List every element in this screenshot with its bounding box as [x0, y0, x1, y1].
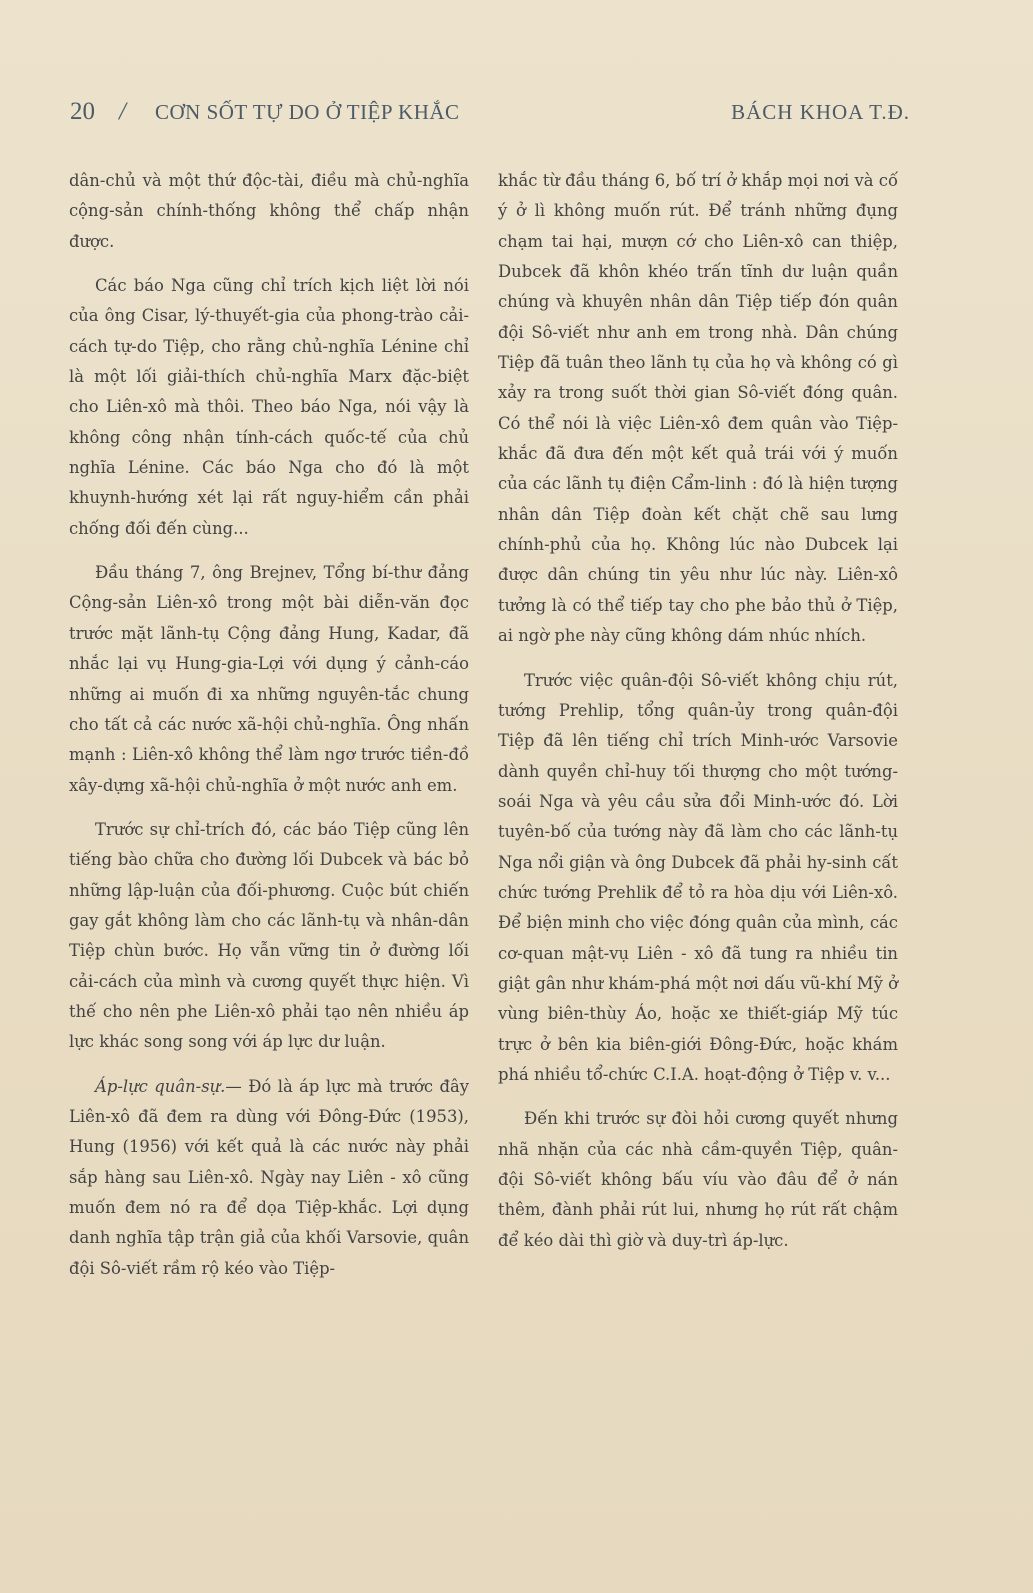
paragraph: dân-chủ và một thứ độc-tài, điều mà chủ-nghĩa cộng-sản chính-thống không thể chấp nhận được.: [69, 171, 469, 251]
header-separator: /: [119, 98, 126, 125]
page-number: 20: [70, 98, 95, 125]
section-lead: Áp-lực quân-sự.—: [95, 1076, 242, 1096]
paragraph: khắc từ đầu tháng 6, bố trí ở khắp mọi nơi và cố ý ở lì không muốn rút. Để tránh những đụng chạm tai hại, mượn cớ cho Liên-xô can thiệp, Dubcek đã khôn khéo trấn tĩnh dư luận quần chúng và khuyên nhân dân Tiệp tiếp đón quân đội Sô-viết như anh em trong nhà. Dân chúng Tiệp đã tuân theo lãnh tụ của họ và không có gì xảy ra trong suốt thời gian Sô-viết đóng quân. Có thể nói là việc Liên-xô đem quân vào Tiệp-khắc đã đưa đến một kết quả trái với ý muốn của các lãnh tụ điện Cẩm-linh : đó là hiện tượng nhân dân Tiệp đoàn kết chặt chẽ sau lưng chính-phủ của họ. Không lúc nào Dubcek lại được dân chúng tin yêu như lúc này. Liên-xô tưởng là có thể tiếp tay cho phe bảo thủ ở Tiệp, ai ngờ phe này cũng không dám nhúc nhích.: [498, 171, 898, 646]
paragraph: Trước việc quân-đội Sô-viết không chịu rút, tướng Prehlip, tổng quân-ủy trong quân-đội Tiệp đã lên tiếng chỉ trích Minh-ước Varsovie dành quyền chỉ-huy tối thượng cho một tướng-soái Nga và yêu cầu sửa đổi Minh-ước đó. Lời tuyên-bố của tướng này đã làm cho các lãnh-tụ Nga nổi giận và ông Dubcek đã phải hy-sinh cất chức tướng Prehlik để tỏ ra hòa dịu với Liên-xô. Để biện minh cho việc đóng quân của mình, các cơ-quan mật-vụ Liên - xô đã tung ra nhiều tin giật gân như khám-phá một nơi dấu vũ-khí Mỹ ở vùng biên-thùy Áo, hoặc xe thiết-giáp Mỹ túc trực ở bên kia biên-giới Đông-Đức, hoặc khám phá nhiều tổ-chức C.I.A. hoạt-động ở Tiệp v. v...: [498, 670, 898, 1084]
paragraph: Đầu tháng 7, ông Brejnev, Tổng bí-thư đảng Cộng-sản Liên-xô trong một bài diễn-văn đọc trước mặt lãnh-tụ Cộng đảng Hung, Kadar, đã nhắc lại vụ Hung-gia-Lợi với dụng ý cảnh-cáo những ai muốn đi xa những nguyên-tắc chung cho tất cả các nước xã-hội chủ-nghĩa. Ông nhấn mạnh : Liên-xô không thể làm ngơ trước tiền-đồ xây-dựng xã-hội chủ-nghĩa ở một nước anh em.: [69, 563, 469, 795]
section-body: Đó là áp lực mà trước đây Liên-xô đã đem ra dùng với Đông-Đức (1953), Hung (1956) với kết quả là các nước này phải sắp hàng sau Liên-xô. Ngày nay Liên - xô cũng muốn đem nó ra để dọa Tiệp-khắc. Lợi dụng danh nghĩa tập trận giả của khối Varsovie, quân đội Sô-viết rầm rộ kéo vào Tiệp-: [69, 1076, 469, 1278]
left-column: [69, 166, 469, 1284]
journal-name: BÁCH KHOA T.Đ.: [731, 100, 910, 124]
right-column: [498, 166, 898, 1256]
paragraph: Các báo Nga cũng chỉ trích kịch liệt lời nói của ông Cisar, lý-thuyết-gia của phong-trào cải-cách tự-do Tiệp, cho rằng chủ-nghĩa Lénine chỉ là một lối giải-thích chủ-nghĩa Marx đặc-biệt cho Liên-xô mà thôi. Theo báo Nga, nói vậy là không công nhận tính-cách quốc-tế của chủ nghĩa Lénine. Các báo Nga cho đó là một khuynh-hướng xét lại rất nguy-hiểm cần phải chống đối đến cùng...: [69, 276, 469, 538]
paragraph: [69, 1072, 469, 1284]
running-title: CƠN SỐT TỰ DO Ở TIỆP KHẮC: [155, 100, 460, 124]
paragraph: Đến khi trước sự đòi hỏi cương quyết nhưng nhã nhặn của các nhà cầm-quyền Tiệp, quân-đội Sô-viết không bấu víu vào đâu để ở nán thêm, đành phải rút lui, nhưng họ rút rất chậm để kéo dài thì giờ và duy-trì áp-lực.: [498, 1109, 898, 1250]
running-header: [70, 98, 910, 134]
paragraph: Trước sự chỉ-trích đó, các báo Tiệp cũng lên tiếng bào chữa cho đường lối Dubcek và bác bỏ những lập-luận của đối-phương. Cuộc bút chiến gay gắt không làm cho các lãnh-tụ và nhân-dân Tiệp chùn bước. Họ vẫn vững tin ở đường lối cải-cách của mình và cương quyết thực hiện. Vì thế cho nên phe Liên-xô phải tạo nên nhiều áp lực khác song song với áp lực dư luận.: [69, 819, 469, 1052]
